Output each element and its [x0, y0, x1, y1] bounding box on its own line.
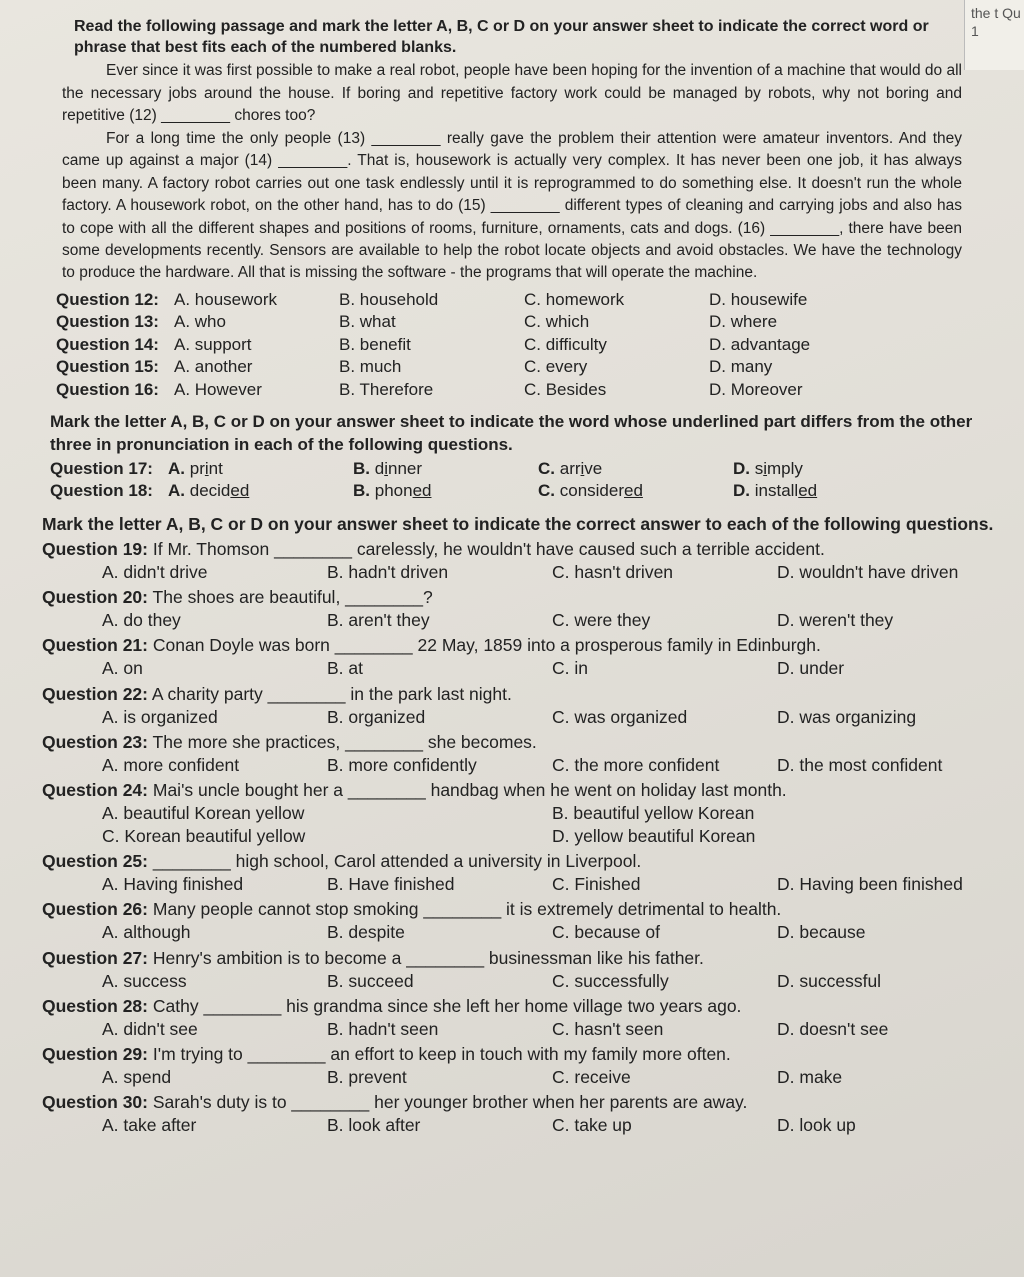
grammar-section: [12, 513, 1002, 1137]
question-text: Conan Doyle was born ________ 22 May, 1859 into a prosperous family in Edinburgh.: [152, 635, 821, 656]
option-a[interactable]: A. success: [102, 970, 187, 991]
question-label: Question 24:: [42, 779, 148, 800]
option-a[interactable]: A. more confident: [102, 754, 240, 775]
options-row: [42, 873, 1002, 896]
option-d[interactable]: D. wouldn't have driven: [777, 562, 959, 583]
option-c[interactable]: C. arrive: [538, 458, 603, 478]
question-23: [42, 731, 1002, 777]
cloze-section: [12, 16, 1002, 401]
question-text: The more she practices, ________ she becomes.: [152, 731, 537, 752]
question-30: [42, 1091, 1002, 1137]
question-text: Henry's ambition is to become a ________ businessman like his father.: [152, 947, 704, 968]
option-c[interactable]: C. in: [552, 658, 588, 679]
cloze-instruction: Read the following passage and mark the letter A, B, C or D on your answer sheet to indicate the correct word or phrase that best fits each of the numbered blanks.: [74, 18, 929, 57]
underlined-part: ed: [412, 481, 432, 501]
question-stem: [42, 731, 1002, 754]
question-label: Question 17:: [50, 458, 153, 478]
question-label: Question 26:: [42, 899, 148, 920]
question-16: [56, 379, 1002, 401]
option-c[interactable]: C. considered: [538, 481, 643, 501]
option-d[interactable]: D. look up: [777, 1115, 856, 1136]
question-label: Question 28:: [42, 995, 148, 1016]
underlined-part: ed: [798, 481, 818, 501]
options-row: [42, 825, 1002, 848]
underlined-part: i: [580, 458, 585, 478]
question-stem: [42, 1091, 1002, 1114]
underlined-part: i: [384, 458, 388, 478]
question-text: If Mr. Thomson ________ carelessly, he wouldn't have caused such a terrible accident.: [152, 538, 825, 559]
option-a[interactable]: A. However: [174, 379, 262, 399]
question-stem: [42, 898, 1002, 921]
option-c[interactable]: C. was organized: [552, 706, 688, 727]
question-stem: [42, 586, 1002, 609]
option-c[interactable]: C. successfully: [552, 970, 669, 991]
question-text: ________ high school, Carol attended a university in Liverpool.: [152, 851, 642, 872]
question-label: Question 27:: [42, 947, 148, 968]
option-c[interactable]: C. every: [524, 357, 588, 377]
question-text: Sarah's duty is to ________ her younger brother when her parents are away.: [152, 1092, 748, 1113]
underlined-part: i: [763, 458, 768, 478]
option-d[interactable]: D. many: [709, 357, 773, 377]
option-c[interactable]: C. receive: [552, 1067, 631, 1087]
question-label: Question 15:: [56, 357, 159, 377]
option-a[interactable]: A. beautiful Korean yellow: [102, 802, 305, 823]
options-row: [42, 1114, 1002, 1137]
option-b[interactable]: B. hadn't seen: [327, 1018, 439, 1039]
option-c[interactable]: C. which: [524, 312, 590, 332]
question-label: Question 12:: [56, 289, 159, 309]
question-label: Question 29:: [42, 1043, 148, 1064]
question-stem: [42, 634, 1002, 657]
question-19: [42, 538, 1002, 584]
option-b[interactable]: B. Therefore: [339, 379, 434, 399]
adjacent-page-edge: the t Qu 1: [964, 0, 1024, 70]
question-label: Question 19:: [42, 538, 148, 559]
option-d[interactable]: D. was organizing: [777, 706, 917, 727]
options-row: [42, 754, 1002, 777]
option-a[interactable]: A. another: [174, 357, 253, 377]
option-a[interactable]: A. take after: [102, 1115, 197, 1136]
question-28: [42, 995, 1002, 1041]
option-c[interactable]: C. difficulty: [524, 334, 607, 354]
option-c[interactable]: C. Besides: [524, 379, 607, 399]
option-d[interactable]: D. weren't they: [777, 610, 894, 631]
option-b[interactable]: B. hadn't driven: [327, 562, 449, 583]
question-29: [42, 1043, 1002, 1089]
option-d[interactable]: D. advantage: [709, 334, 811, 354]
question-label: Question 21:: [42, 635, 148, 656]
option-d[interactable]: D. the most confident: [777, 754, 943, 775]
grammar-questions: [42, 538, 1002, 1137]
question-20: [42, 586, 1002, 632]
underlined-part: ed: [230, 481, 250, 501]
underlined-part: i: [204, 458, 209, 478]
cloze-questions: [12, 289, 1002, 401]
question-25: [42, 850, 1002, 896]
question-text: Mai's uncle bought her a ________ handbag when he went on holiday last month.: [152, 779, 787, 800]
option-a[interactable]: A. decided: [168, 481, 250, 501]
option-d[interactable]: D. make: [777, 1067, 843, 1087]
option-a[interactable]: A. Having finished: [102, 874, 244, 895]
option-b[interactable]: B. household: [339, 289, 439, 309]
option-c[interactable]: C. the more confident: [552, 754, 720, 775]
option-a[interactable]: A. who: [174, 312, 226, 332]
question-17: [50, 458, 1002, 480]
question-text: Many people cannot stop smoking ________ it is extremely detrimental to health.: [152, 899, 782, 920]
question-label: Question 13:: [56, 312, 159, 332]
options-row: [42, 921, 1002, 944]
option-d[interactable]: D. where: [709, 312, 778, 332]
option-a[interactable]: A. although: [102, 922, 191, 943]
option-b[interactable]: B. succeed: [327, 970, 414, 991]
question-label: Question 25:: [42, 851, 148, 872]
question-stem: [42, 683, 1002, 706]
option-a[interactable]: A. on: [102, 658, 143, 679]
option-d[interactable]: D. yellow beautiful Korean: [552, 826, 756, 847]
question-21: [42, 634, 1002, 680]
option-a[interactable]: A. print: [168, 458, 223, 478]
option-c[interactable]: C. hasn't seen: [552, 1018, 664, 1039]
question-15: [56, 356, 1002, 378]
question-13: [56, 311, 1002, 333]
question-stem: [42, 947, 1002, 970]
question-label: Question 14:: [56, 334, 159, 354]
option-c[interactable]: C. Finished: [552, 874, 641, 895]
grammar-instruction: Mark the letter A, B, C or D on your answer sheet to indicate the correct answer to each of the following questions.: [42, 513, 994, 534]
option-b[interactable]: B. phoned: [353, 481, 432, 501]
question-14: [56, 334, 1002, 356]
option-c[interactable]: C. because of: [552, 922, 660, 943]
question-12: [56, 289, 1002, 311]
option-a[interactable]: A. is organized: [102, 706, 218, 727]
options-row: [42, 657, 1002, 680]
option-b[interactable]: B. aren't they: [327, 610, 430, 631]
option-d[interactable]: D. housewife: [709, 289, 808, 309]
question-stem: [42, 850, 1002, 873]
option-b[interactable]: B. Have finished: [327, 874, 455, 895]
question-label: Question 30:: [42, 1092, 148, 1113]
option-c[interactable]: C. hasn't driven: [552, 562, 674, 583]
question-label: Question 18:: [50, 481, 153, 501]
option-c[interactable]: C. take up: [552, 1115, 632, 1136]
option-a[interactable]: A. housework: [174, 289, 277, 309]
cloze-passage: [12, 60, 962, 285]
option-d[interactable]: D. successful: [777, 970, 882, 991]
question-label: Question 22:: [42, 683, 148, 704]
option-d[interactable]: D. because: [777, 922, 866, 943]
question-label: Question 16:: [56, 379, 159, 399]
options-row: [42, 1018, 1002, 1041]
question-text: A charity party ________ in the park last night.: [151, 683, 512, 704]
question-stem: [42, 1043, 1002, 1066]
passage-paragraph-2: For a long time the only people (13) ________ really gave the problem their attention were amateur inventors. And they came up against a major (14) ________. That is, housework is actually very complex. It has never been one job, it has always been many. A factory robot carries out one task endlessly until it is reprogrammed to do something else. It doesn't run the whole factory. A housework robot, on the other hand, has to do (15) ________ different types of cleaning and carrying jobs and also has to cope with all the different shapes and positions of rooms, furniture, ornaments, cats and dogs. (16) ________, there have been some developments recently. Sensors are available to help the robot locate objects and avoid obstacles. We have the technology to produce the hardware. All that is missing the software - the programs that will operate the machine.: [62, 129, 962, 282]
underlined-part: ed: [624, 481, 643, 501]
option-d[interactable]: D. installed: [733, 481, 818, 501]
pronunciation-section: [12, 411, 1002, 503]
option-a[interactable]: A. didn't drive: [102, 562, 208, 583]
pronunciation-instruction: Mark the letter A, B, C or D on your answer sheet to indicate the word whose underlined part differs from the other three in pronunciation in each of the following questions.: [50, 412, 973, 454]
option-d[interactable]: D. Having been finished: [777, 874, 963, 895]
option-c[interactable]: C. homework: [524, 289, 625, 309]
option-c[interactable]: C. Korean beautiful yellow: [102, 826, 306, 847]
option-b[interactable]: B. dinner: [353, 458, 423, 478]
options-row: [42, 802, 1002, 825]
question-26: [42, 898, 1002, 944]
option-b[interactable]: B. look after: [327, 1115, 421, 1136]
option-a[interactable]: A. spend: [102, 1067, 172, 1087]
question-stem: [42, 995, 1002, 1018]
option-d[interactable]: D. Moreover: [709, 379, 803, 399]
question-24: [42, 779, 1002, 848]
option-d[interactable]: D. doesn't see: [777, 1018, 889, 1039]
question-stem: [42, 538, 1002, 561]
options-row: [42, 561, 1002, 584]
question-22: [42, 683, 1002, 729]
option-b[interactable]: B. despite: [327, 922, 405, 943]
question-text: The shoes are beautiful, ________?: [152, 587, 433, 608]
passage-paragraph-1: Ever since it was first possible to make a real robot, people have been hoping for the invention of a machine that would do all the necessary jobs around the house. If boring and repetitive factory work could be managed by robots, why not boring and repetitive (12) ________ chores too?: [62, 62, 962, 125]
option-b[interactable]: B. benefit: [339, 334, 411, 354]
options-row: [42, 706, 1002, 729]
options-row: [42, 609, 1002, 632]
question-label: Question 23:: [42, 731, 148, 752]
question-label: Question 20:: [42, 587, 148, 608]
option-b[interactable]: B. more confidently: [327, 754, 477, 775]
option-b[interactable]: B. prevent: [327, 1067, 407, 1087]
option-b[interactable]: B. organized: [327, 706, 426, 727]
option-d[interactable]: D. under: [777, 658, 845, 679]
question-text: Cathy ________ his grandma since she left her home village two years ago.: [152, 995, 742, 1016]
options-row: [42, 970, 1002, 993]
option-b[interactable]: B. at: [327, 658, 363, 679]
option-d[interactable]: D. simply: [733, 458, 803, 478]
option-b[interactable]: B. much: [339, 357, 402, 377]
option-a[interactable]: A. do they: [102, 610, 181, 631]
option-a[interactable]: A. didn't see: [102, 1018, 198, 1039]
question-18: [50, 480, 1002, 502]
option-a[interactable]: A. support: [174, 334, 252, 354]
exam-content: [12, 16, 1002, 1137]
option-c[interactable]: C. were they: [552, 610, 651, 631]
question-stem: [42, 779, 1002, 802]
options-row: [42, 1066, 1002, 1089]
question-text: I'm trying to ________ an effort to keep in touch with my family more often.: [152, 1043, 731, 1064]
option-b[interactable]: B. beautiful yellow Korean: [552, 802, 755, 823]
option-b[interactable]: B. what: [339, 312, 396, 332]
question-27: [42, 947, 1002, 993]
